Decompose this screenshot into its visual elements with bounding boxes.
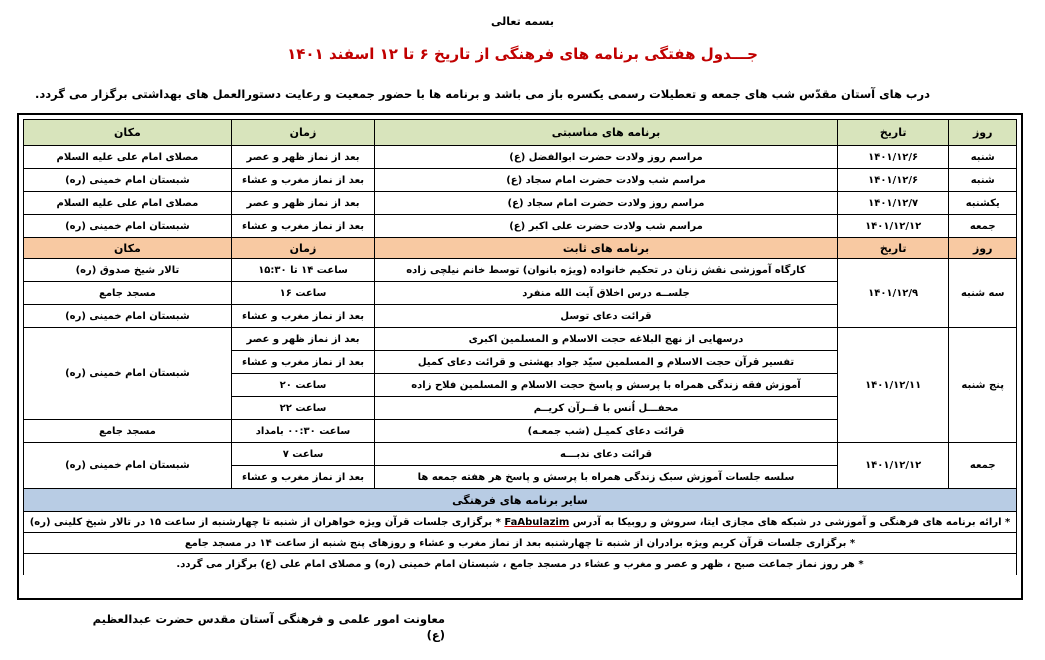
place-cell: مسجد جامع [24, 282, 232, 305]
program-cell: مراسم شب ولادت حضرت امام سجاد (ع) [375, 169, 838, 192]
schedule-frame [17, 113, 1023, 600]
program-cell: جلســه درس اخلاق آیت الله منفرد [375, 282, 838, 305]
occasional-header-row [24, 120, 1017, 146]
header-program: برنامه های مناسبتی [375, 120, 838, 146]
program-cell: قرائت دعای ندبـــه [375, 443, 838, 466]
day-cell: یکشنبه [949, 192, 1017, 215]
program-cell: سلسه جلسات آموزش سبک زندگی همراه با پرسش و پاسخ هر هفته جمعه ها [375, 466, 838, 489]
time-cell: بعد از نماز مغرب و عشاء [231, 215, 374, 238]
place-cell: شبستان امام خمینی (ره) [24, 215, 232, 238]
header-time: زمان [231, 120, 374, 146]
header-day: روز [949, 238, 1017, 259]
time-cell: بعد از نماز مغرب و عشاء [231, 169, 374, 192]
header-day: روز [949, 120, 1017, 146]
place-cell: مسجد جامع [24, 420, 232, 443]
table-row [24, 169, 1017, 192]
place-cell: شبستان امام خمینی (ره) [24, 443, 232, 489]
table-row [24, 443, 1017, 466]
day-cell: سه شنبه [949, 259, 1017, 328]
day-cell: جمعه [949, 443, 1017, 489]
program-cell: محفـــل اُنس با قــرآن کریــم [375, 397, 838, 420]
footer-signature-suffix: (ع) [426, 628, 445, 642]
intro-note: درب های آستان مقدّس شب های جمعه و تعطیلات رسمی یکسره باز می باشد و برنامه ها با حضور جمعیت و رعایت دستورالعمل های بهداشتی برگزار می گردد. [34, 87, 930, 101]
time-cell: بعد از نماز مغرب و عشاء [231, 351, 374, 374]
program-cell: مراسم روز ولادت حضرت امام سجاد (ع) [375, 192, 838, 215]
footer-signature: معاونت امور علمی و فرهنگی آستان مقدس حضرت عبدالعظیم [92, 612, 445, 626]
header-date: تاریخ [837, 120, 949, 146]
time-cell: بعد از نماز ظهر و عصر [231, 146, 374, 169]
messenger-handle: FaAbulazim [504, 517, 570, 528]
time-cell: ساعت ۲۲ [231, 397, 374, 420]
place-cell: شبستان امام خمینی (ره) [24, 305, 232, 328]
table-row [24, 259, 1017, 282]
header-place: مکان [24, 238, 232, 259]
header-place: مکان [24, 120, 232, 146]
program-cell: تفسیر قرآن حجت الاسلام و المسلمین سیّد جواد بهشتی و قرائت دعای کمیل [375, 351, 838, 374]
time-cell: بعد از نماز مغرب و عشاء [231, 305, 374, 328]
page-title: جـــدول هفتگی برنامه های فرهنگی از تاریخ ۶ تا ۱۲ اسفند ۱۴۰۱ [287, 45, 758, 63]
program-cell: قرائت دعای کمیـل (شب جمعـه) [375, 420, 838, 443]
other-programs-list [23, 512, 1017, 575]
place-cell: مصلای امام علی علیه السلام [24, 192, 232, 215]
program-cell: قرائت دعای توسل [375, 305, 838, 328]
other-line-2: * برگزاری جلسات قرآن کریم ویژه برادران از شنبه تا چهارشنبه بعد از نماز مغرب و عشاء و روزهای پنج شنبه از ساعت ۱۴ در مسجد جامع [23, 533, 1017, 554]
date-cell: ۱۴۰۱/۱۲/۱۲ [837, 215, 949, 238]
day-cell: شنبه [949, 169, 1017, 192]
day-cell: شنبه [949, 146, 1017, 169]
schedule-table [23, 119, 1017, 512]
program-cell: مراسم روز ولادت حضرت ابوالفضل (ع) [375, 146, 838, 169]
other-programs-header-row [24, 489, 1017, 512]
header-date: تاریخ [837, 238, 949, 259]
time-cell: بعد از نماز ظهر و عصر [231, 328, 374, 351]
table-row [24, 192, 1017, 215]
place-cell: شبستان امام خمینی (ره) [24, 169, 232, 192]
other-programs-title: سایر برنامه های فرهنگی [24, 489, 1017, 512]
program-cell: کارگاه آموزشی نقش زنان در تحکیم خانواده (ویژه بانوان) توسط خانم نیلچی زاده [375, 259, 838, 282]
date-cell: ۱۴۰۱/۱۲/۱۲ [837, 443, 949, 489]
program-cell: مراسم شب ولادت حضرت علی اکبر (ع) [375, 215, 838, 238]
other-line-1 [23, 512, 1017, 533]
time-cell: ساعت ۱۶ [231, 282, 374, 305]
header-program: برنامه های ثابت [375, 238, 838, 259]
day-cell: جمعه [949, 215, 1017, 238]
time-cell: بعد از نماز ظهر و عصر [231, 192, 374, 215]
time-cell: ساعت ۰۰:۳۰ بامداد [231, 420, 374, 443]
day-cell: پنج شنبه [949, 328, 1017, 443]
program-cell: آموزش فقه زندگی همراه با پرسش و پاسخ حجت الاسلام و المسلمین فلاح زاده [375, 374, 838, 397]
time-cell: ساعت ۱۴ تا ۱۵:۳۰ [231, 259, 374, 282]
date-cell: ۱۴۰۱/۱۲/۹ [837, 259, 949, 328]
time-cell: ساعت ۲۰ [231, 374, 374, 397]
date-cell: ۱۴۰۱/۱۲/۶ [837, 169, 949, 192]
table-row [24, 146, 1017, 169]
other-line-1-part-a: * ارائه برنامه های فرهنگی و آموزشی در شبکه های مجازی ایتا، سروش و روبیکا به آدرس [572, 517, 1011, 528]
date-cell: ۱۴۰۱/۱۲/۱۱ [837, 328, 949, 443]
date-cell: ۱۴۰۱/۱۲/۷ [837, 192, 949, 215]
time-cell: بعد از نماز مغرب و عشاء [231, 466, 374, 489]
header-time: زمان [231, 238, 374, 259]
time-cell: ساعت ۷ [231, 443, 374, 466]
table-row [24, 328, 1017, 351]
basmala-heading: بسمه تعالی [491, 15, 554, 28]
place-cell: شبستان امام خمینی (ره) [24, 328, 232, 420]
program-cell: درسهایی از نهج البلاغه حجت الاسلام و المسلمین اکبری [375, 328, 838, 351]
other-line-1-part-b: * برگزاری جلسات قرآن ویژه خواهران از شنبه تا چهارشنبه از ساعت ۱۵ در تالار شیخ کلینی (ره) [29, 517, 501, 528]
table-row [24, 215, 1017, 238]
place-cell: تالار شیخ صدوق (ره) [24, 259, 232, 282]
other-line-3: * هر روز نماز جماعت صبح ، ظهر و عصر و مغرب و عشاء در مسجد جامع ، شبستان امام خمینی (ره) و مصلای امام علی (ع) برگزار می گردد. [23, 554, 1017, 575]
fixed-header-row [24, 238, 1017, 259]
date-cell: ۱۴۰۱/۱۲/۶ [837, 146, 949, 169]
place-cell: مصلای امام علی علیه السلام [24, 146, 232, 169]
